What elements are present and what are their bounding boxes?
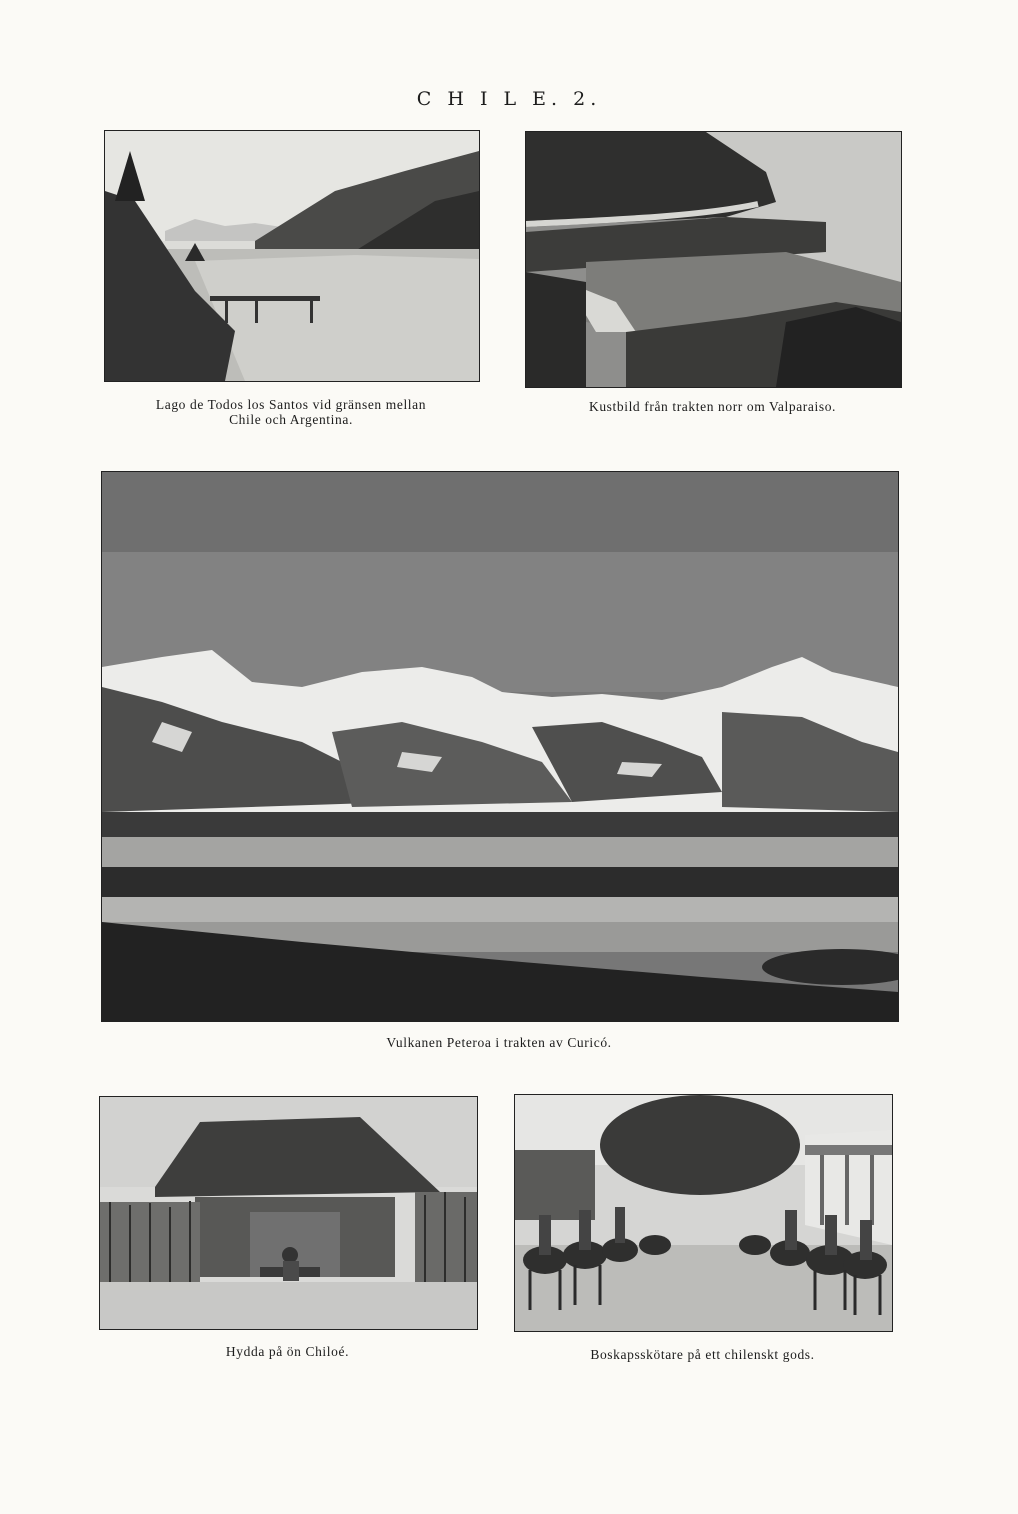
volcano-photo [101, 471, 899, 1022]
lake-photo [104, 130, 480, 382]
coast-photo [525, 131, 902, 388]
herders-caption: Boskapsskötare på ett chilenskt gods. [590, 1347, 815, 1362]
lake-caption: Lago de Todos los Santos vid gränsen mellan Chile och Argentina. [155, 397, 427, 427]
coast-caption: Kustbild från trakten norr om Valparaiso. [588, 399, 837, 414]
volcano-caption: Vulkanen Peteroa i trakten av Curicó. [386, 1035, 612, 1050]
herders-photo [514, 1094, 893, 1332]
hut-photo [99, 1096, 478, 1330]
hut-caption: Hydda på ön Chiloé. [225, 1344, 350, 1359]
page-title: C H I L E. 2. [416, 88, 602, 110]
